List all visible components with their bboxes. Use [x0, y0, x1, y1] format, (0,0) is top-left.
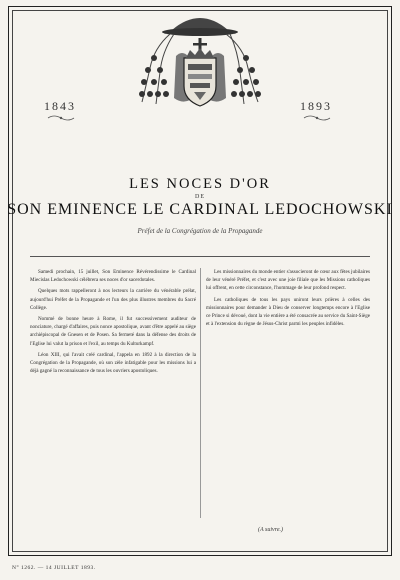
title-rule: [30, 256, 370, 257]
column-divider: [200, 268, 201, 518]
flourish-left: [46, 113, 76, 123]
left-column: [30, 268, 196, 378]
article-subtitle: SON EMINENCE LE CARDINAL LEDOCHOWSKI: [7, 201, 393, 218]
paragraph: Les catholiques de tous les pays uniront leurs prières à celles des missionnaires pour demander à Dieu de conserver longtemps encore à l'Eglise ce Prince si dévoué, dont la vie entière a été consacrée au service du Saint-Siège et à l'extension du règne de Jésus-Christ parmi les peuples infidèles.: [206, 296, 370, 328]
right-column: [206, 268, 370, 331]
article-title: LES NOCES D'OR: [129, 176, 271, 192]
paragraph: Les missionnaires du monde entier s'associeront de cœur aux fêtes jubilaires de leur vénéré Préfet, et c'est avec une joie filiale que les Missions catholiques lui offrent, en cette circonstance, l'hommage de leur profond respect.: [206, 269, 370, 292]
continued-note: (A suivre.): [258, 527, 283, 533]
issue-footer: N° 1262. — 14 JUILLET 1893.: [12, 565, 96, 571]
paragraph: Quelques mots rappelleront à nos lecteurs la carrière du vénérable prélat, aujourd'hui Préfet de la Propagande et l'un des plus illustres membres du Sacré Collège.: [30, 288, 196, 311]
cardinal-coat-of-arms: [132, 8, 268, 118]
paragraph: Nommé de bonne heure à Rome, il fut successivement auditeur de nonciature, chargé d'affaires, puis nonce apostolique, avant d'être appelé au siège archiépiscopal de Gnesen et de Posen. Sa fermeté dans la défense des droits de l'Eglise lui valut la prison et l'exil, au temps du Kulturkampf.: [30, 316, 196, 347]
flourish-right: [302, 113, 332, 123]
paragraph: Léon XIII, qui l'avait créé cardinal, l'appela en 1892 à la direction de la Congrégation de la Propagande, où son zèle infatigable pour les missions lui a déjà gagné la reconnaissance de tous les ouvriers apostoliques.: [30, 351, 196, 375]
title-connector: DE: [195, 194, 205, 200]
year-left: 1843: [44, 99, 76, 113]
title-note: Préfet de la Congrégation de la Propagande: [137, 227, 263, 235]
year-right: 1893: [300, 99, 332, 113]
paragraph: Samedi prochain, 15 juillet, Son Eminence Révérendissime le Cardinal Miecislas Ledochowski célébrera ses noces d'or sacerdotales.: [30, 269, 196, 284]
